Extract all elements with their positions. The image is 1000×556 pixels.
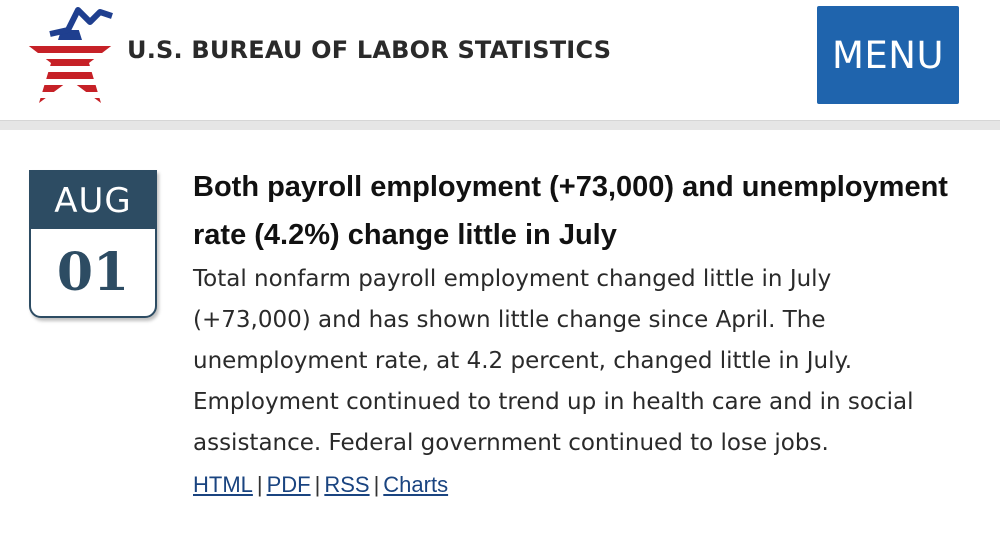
release-summary: Total nonfarm payroll employment changed little in July (+73,000) and has shown little change since April. The unemployment rate, at 4.2 percent, changed little in July. Employment continued to trend up in health care and in social assistance. Federal government continued to lose jobs. <box>193 266 914 456</box>
site-header <box>0 0 1000 120</box>
release-entry <box>193 163 953 498</box>
header-divider <box>0 120 1000 130</box>
agency-name[interactable]: U.S. BUREAU OF LABOR STATISTICS <box>127 36 612 64</box>
release-date-day: 01 <box>56 242 130 303</box>
release-links <box>193 472 953 498</box>
link-separator: | <box>256 472 263 497</box>
link-separator: | <box>314 472 321 497</box>
release-date-badge <box>29 170 157 318</box>
release-date-month: AUG <box>31 172 155 229</box>
bls-star-logo-icon[interactable] <box>20 0 120 110</box>
pdf-link[interactable]: PDF <box>266 472 311 497</box>
charts-link[interactable]: Charts <box>383 472 449 497</box>
release-title: Both payroll employment (+73,000) and unemployment rate (4.2%) change little in July <box>193 171 948 251</box>
link-separator: | <box>373 472 380 497</box>
html-link[interactable]: HTML <box>193 472 253 497</box>
rss-link[interactable]: RSS <box>324 472 370 497</box>
menu-button[interactable]: MENU <box>817 6 959 104</box>
